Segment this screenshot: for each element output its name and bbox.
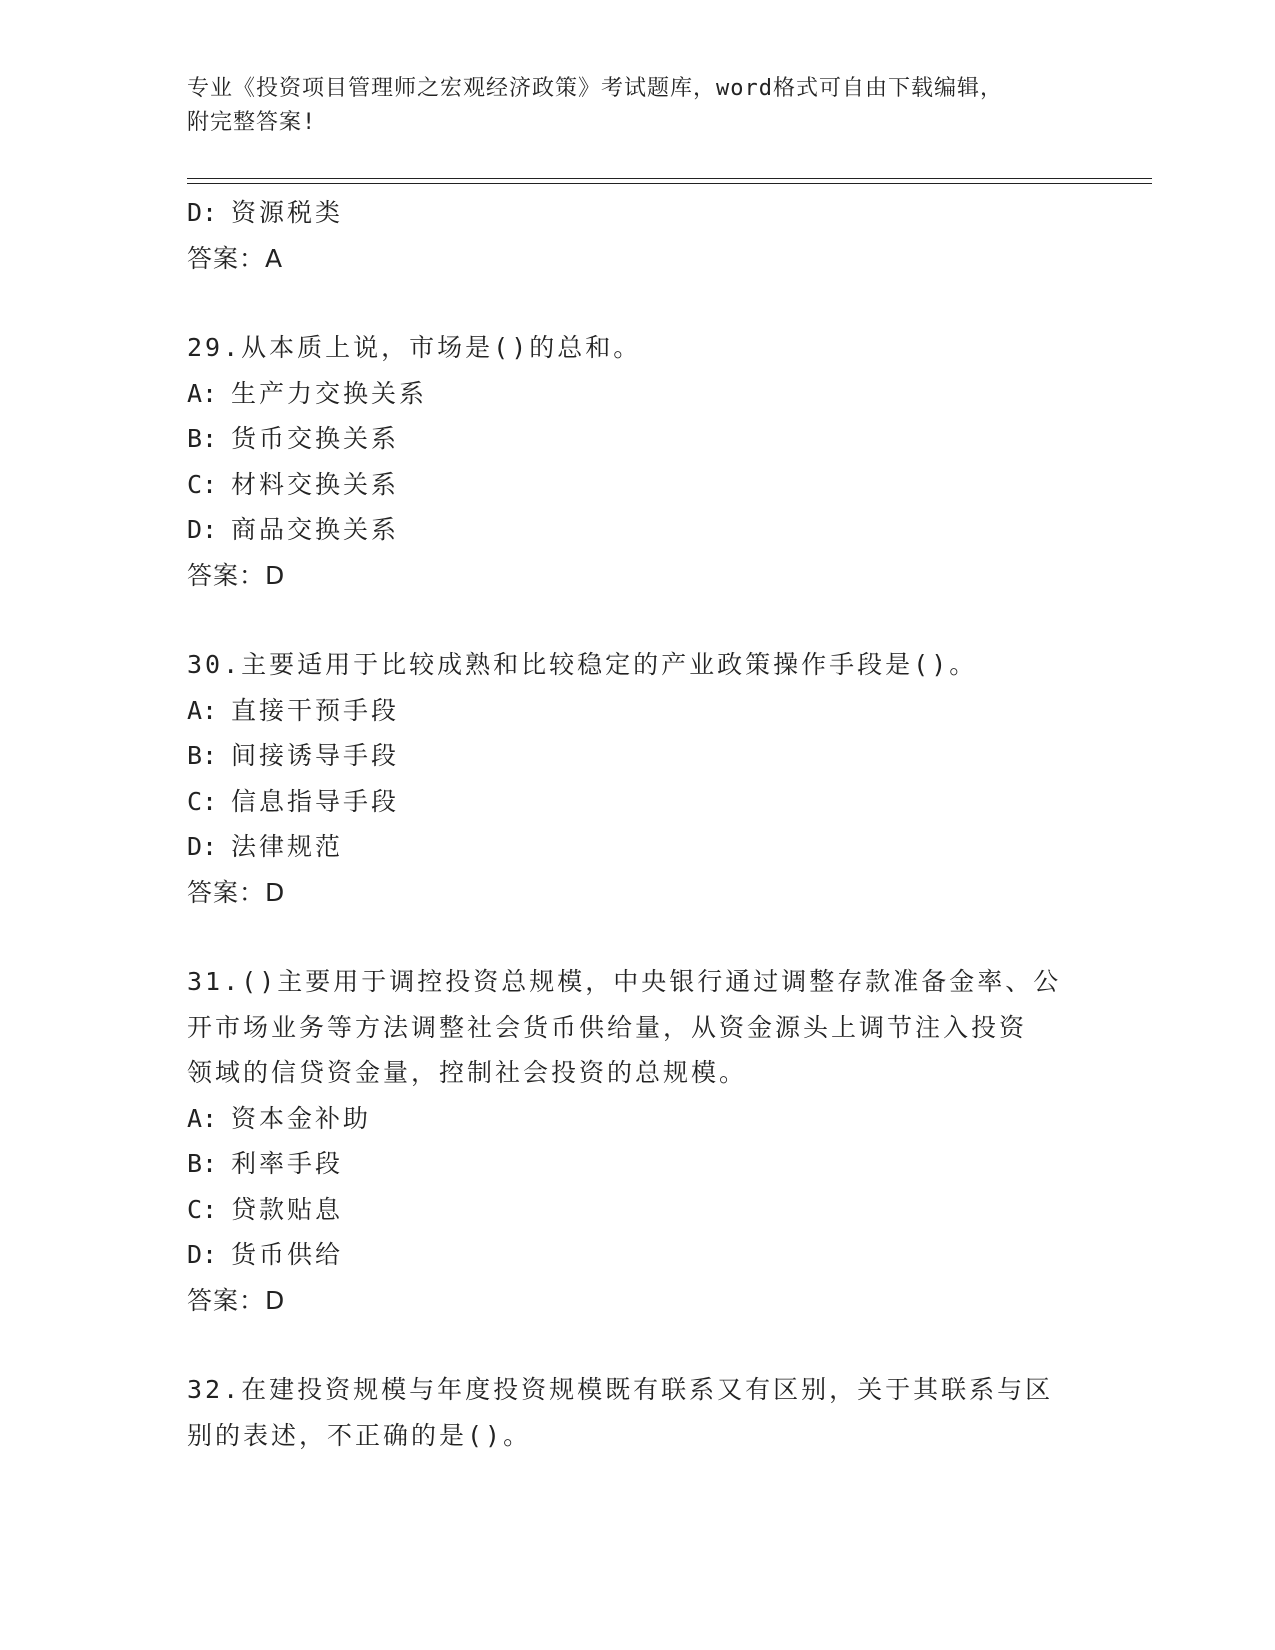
option-key: C: [187,1194,218,1224]
option-text: 商品交换关系 [231,515,400,544]
option-d [187,190,1087,236]
question-29 [187,325,1087,598]
question-32 [187,1367,1087,1458]
question-stem-line-1: 32.在建投资规模与年度投资规模既有联系又有区别，关于其联系与区 [187,1375,1054,1404]
option-text: 材料交换关系 [231,469,400,499]
option-text: 资本金补助 [231,1103,372,1133]
option-c [187,1187,1087,1233]
option-d [187,507,1087,553]
question-stem-line-3: 领域的信贷资金量，控制社会投资的总规模。 [187,1058,748,1087]
option-key: D: [187,1240,218,1269]
option-text: 法律规范 [231,832,344,861]
option-key: B: [187,741,218,770]
spacer [187,281,1087,325]
question-stem-line-1: 31.()主要用于调控投资总规模，中央银行通过调整存款准备金率、公 [187,967,1062,996]
answer-line: 答案：D [187,560,286,590]
option-key: A: [187,378,218,408]
header-divider-bottom [187,183,1152,184]
option-text: 贷款贴息 [231,1194,344,1224]
option-key: C: [187,469,218,499]
option-key: C: [187,786,218,816]
option-text: 资源税类 [231,198,344,227]
question-30 [187,642,1087,915]
option-key: D: [187,198,218,227]
option-d [187,1232,1087,1278]
question-stem: 30.主要适用于比较成熟和比较稳定的产业政策操作手段是()。 [187,650,978,679]
option-b [187,733,1087,779]
option-text: 货币供给 [231,1240,344,1269]
option-text: 间接诱导手段 [231,741,400,770]
question-stem: 29.从本质上说，市场是()的总和。 [187,333,642,362]
option-text: 利率手段 [231,1149,344,1178]
option-text: 直接干预手段 [231,695,400,725]
option-key: B: [187,424,218,453]
option-a [187,688,1087,734]
answer-line: 答案：D [187,1285,286,1315]
spacer [187,915,1087,959]
question-stem-line-2: 开市场业务等方法调整社会货币供给量，从资金源头上调节注入投资 [187,1012,1028,1042]
question-31 [187,959,1087,1323]
question-list [187,190,1087,1458]
option-key: A: [187,1103,218,1133]
spacer [187,598,1087,642]
option-b [187,416,1087,462]
header-line-2: 附完整答案! [187,110,317,135]
option-b [187,1141,1087,1187]
option-key: B: [187,1149,218,1178]
option-key: D: [187,515,218,544]
question-stem-line-2: 别的表述，不正确的是()。 [187,1420,532,1450]
answer-line: 答案：D [187,877,286,907]
option-c [187,779,1087,825]
option-text: 生产力交换关系 [231,378,428,408]
option-d [187,824,1087,870]
option-key: A: [187,695,218,725]
header-divider-top [187,178,1152,179]
spacer [187,1323,1087,1367]
option-a [187,1096,1087,1142]
option-c [187,462,1087,508]
header-line-1: 专业《投资项目管理师之宏观经济政策》考试题库，word格式可自由下载编辑， [187,76,1003,101]
option-text: 信息指导手段 [231,786,400,816]
option-text: 货币交换关系 [231,424,400,453]
answer-line: 答案：A [187,243,284,273]
option-a [187,371,1087,417]
document-header [187,72,1087,140]
option-key: D: [187,832,218,861]
